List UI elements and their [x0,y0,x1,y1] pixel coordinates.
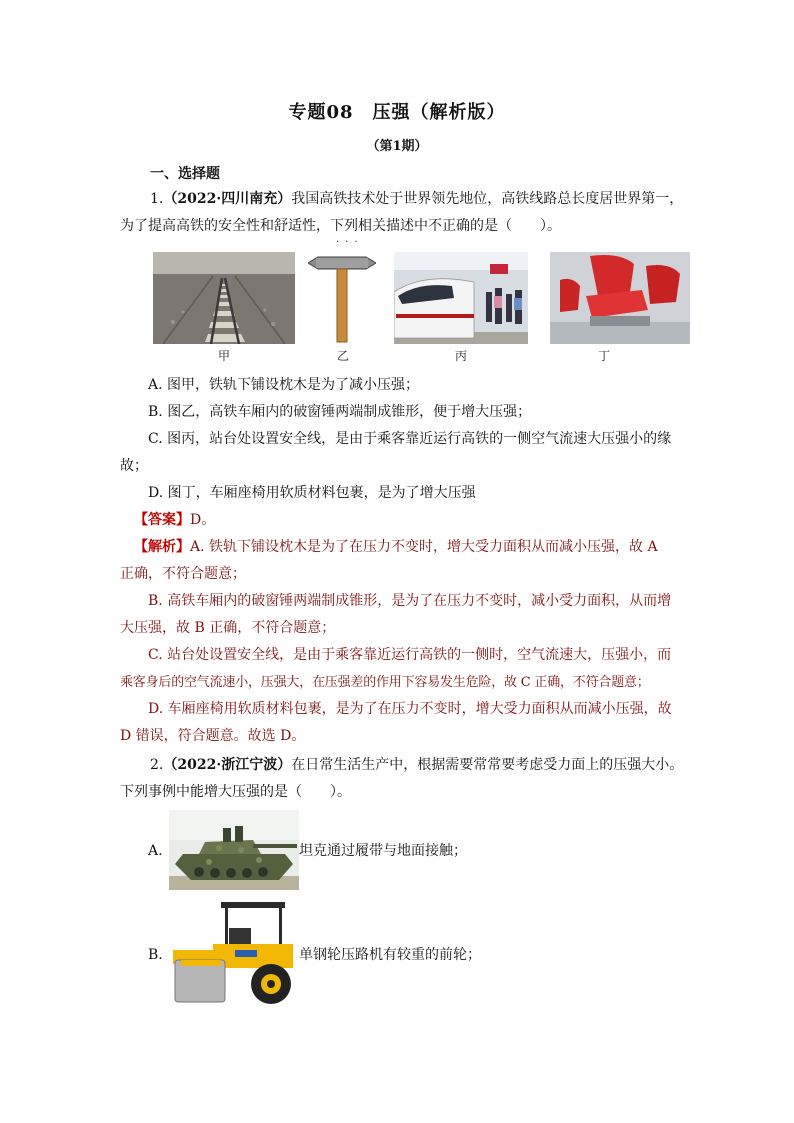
q1-analysis-a-line2: 正确，不符合题意； [120,566,246,582]
q1-option-a: A. 图甲，铁轨下铺设枕木是为了减小压强； [148,377,420,393]
q1-analysis-c-line2: 乘客身后的空气流速小，压强大，在压强差的作用下容易发生危险，故 C 正确，不符合题意； [120,675,650,690]
caption-bing: 丙 [455,349,468,363]
caption-ding: 丁 [598,349,611,363]
caption-jia: 甲 [218,349,231,363]
q2-number: 2. [150,757,164,773]
q1-answer [134,507,215,534]
answer-value: D。 [190,512,216,528]
q2-option-b-label: B. [148,947,163,963]
page-title: 专题08 压强（解析版） [288,102,506,123]
q1-number: 1. [150,191,164,207]
q2-stem-line2: 下列事例中能增大压强的是（ ）。 [120,784,351,800]
q2-stem-text1: 在日常生活生产中，根据需要常常要考虑受力面上的压强大小。 [291,757,684,773]
q1-option-b: B. 图乙，高铁车厢内的破窗锤两端制成锥形，便于增大压强； [148,404,532,420]
answer-tag: 【答案】 [134,512,190,528]
tank-image [169,810,299,890]
q1-stem-line2: 为了提高高铁的安全性和舒适性，下列相关描述中不正确的是（ ）。 [120,218,561,234]
q1-option-d: D. 图丁，车厢座椅用软质材料包裹，是为了增大压强 [148,485,476,501]
q1-source: （2022·四川南充） [163,191,292,207]
emphasis-dots: ··· [336,237,364,248]
q2-option-a-label: A. [148,843,163,859]
high-speed-train-image [394,252,528,344]
q2-stem-line1 [150,752,683,779]
q1-analysis-c-line1: C. 站台处设置安全线，是由于乘客靠近运行高铁的一侧时，空气流速大，压强小，而 [148,647,672,663]
q1-analysis-b-line2: 大压强，故 B 正确，不符合题意； [120,620,336,636]
q2-source: （2022·浙江宁波） [163,757,292,773]
train-seat-image [550,252,690,344]
q1-analysis-d-line1: D. 车厢座椅用软质材料包裹，是为了在压力不变时，增大受力面积从而减小压强，故 [148,701,672,717]
q2-option-b-text: 单钢轮压路机有较重的前轮； [299,947,481,963]
q1-analysis-d-line2: D 错误，符合题意。故选 D。 [120,728,306,744]
q1-stem-text1: 我国高铁技术处于世界领先地位，高铁线路总长度居世界第一， [291,191,684,207]
q1-option-c-line2: 故； [120,458,148,474]
analysis-a-text1: A. 铁轨下铺设枕木是为了在压力不变时，增大受力面积从而减小压强，故 A [190,539,658,555]
q1-stem-line1 [150,186,683,213]
q1-analysis-a-line1 [134,534,658,561]
q1-option-c-line1: C. 图丙，站台处设置安全线，是由于乘客靠近运行高铁的一侧空气流速大压强小的缘 [148,431,672,447]
q1-analysis-b-line1: B. 高铁车厢内的破窗锤两端制成锥形，是为了在压力不变时，减小受力面积，从而增 [148,593,672,609]
q2-option-a-text: 坦克通过履带与地面接触； [299,843,467,859]
issue-period: （第1期） [366,139,428,154]
section-heading: 一、选择题 [150,166,220,182]
hammer-image [308,252,376,344]
analysis-tag: 【解析】 [134,539,190,555]
caption-yi: 乙 [337,349,350,363]
railway-track-image [153,252,295,344]
road-roller-image [169,898,299,1010]
